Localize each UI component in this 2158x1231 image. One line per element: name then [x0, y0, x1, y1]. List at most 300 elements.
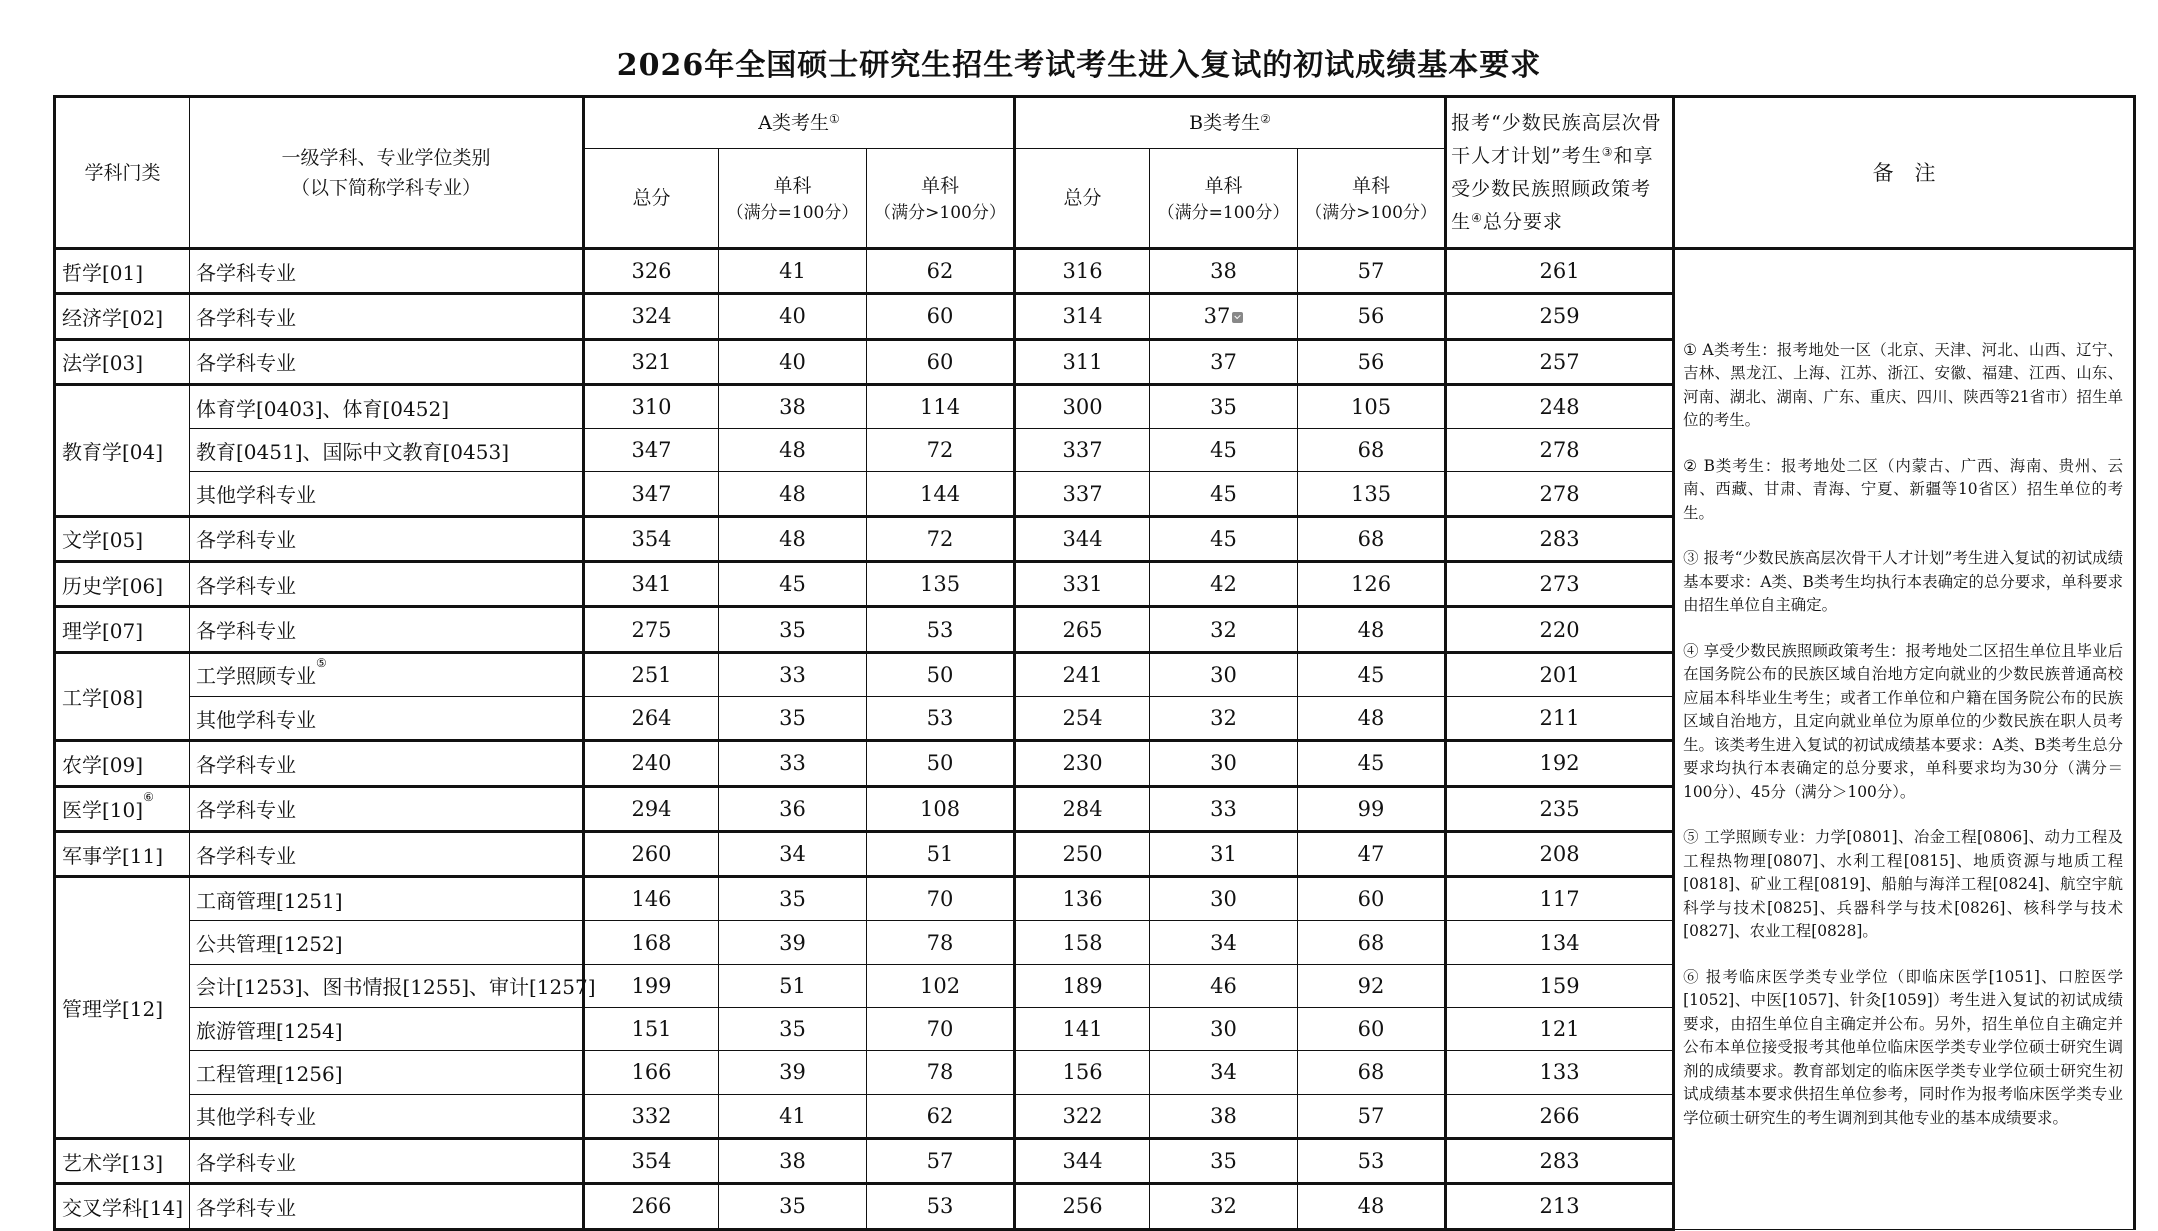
a-singlegt100-value: 78	[926, 930, 954, 955]
category-cell	[55, 516, 190, 561]
a-total-value: 294	[631, 796, 672, 821]
a-singlegt100-cell	[867, 786, 1015, 831]
category-label: 农学[09]	[62, 752, 144, 777]
minority-total-cell	[1446, 516, 1674, 561]
category-label: 哲学[01]	[62, 260, 144, 285]
subject-label: 各学科专业	[196, 573, 296, 598]
b-total-cell	[1015, 1138, 1150, 1183]
category-label: 管理学[12]	[62, 997, 164, 1022]
minority-total-cell	[1446, 429, 1674, 472]
footnote-mark-4: ④	[1471, 210, 1483, 225]
subject-cell	[190, 831, 584, 876]
subject-cell	[190, 964, 596, 1007]
category-label: 交叉学科[14]	[62, 1195, 184, 1220]
subject-label: 各学科专业	[196, 1150, 296, 1175]
b-total-cell	[1015, 877, 1150, 921]
a-singlegt100-cell	[867, 294, 1015, 339]
header-group-b-label: B类考生	[1189, 112, 1261, 134]
minority-total-cell	[1446, 964, 1674, 1007]
minority-total-value: 248	[1539, 395, 1580, 420]
subject-label: 各学科专业	[196, 752, 296, 777]
b-single100-cell	[1150, 652, 1298, 696]
b-single100-value: 30	[1210, 662, 1237, 687]
a-singlegt100-value: 62	[926, 1103, 954, 1128]
b-singlegt100-cell	[1298, 429, 1446, 472]
b-single100-cell	[1150, 1051, 1298, 1094]
b-singlegt100-cell	[1298, 652, 1446, 696]
b-singlegt100-cell	[1298, 741, 1446, 786]
b-singlegt100-cell	[1298, 964, 1446, 1007]
b-total-cell	[1015, 831, 1150, 876]
b-total-value: 337	[1062, 438, 1103, 463]
a-total-value: 347	[631, 438, 672, 463]
a-total-cell	[584, 964, 719, 1007]
a-total-cell	[584, 921, 719, 964]
category-cell	[55, 1138, 190, 1183]
minority-total-value: 257	[1539, 349, 1580, 374]
subject-label: 各学科专业	[196, 305, 296, 330]
subject-label: 各学科专业	[196, 260, 296, 285]
a-singlegt100-value: 50	[926, 751, 954, 776]
b-total-value: 141	[1062, 1017, 1103, 1042]
b-total-cell	[1015, 562, 1150, 607]
subject-label: 旅游管理[1254]	[196, 1018, 343, 1043]
subject-label: 工商管理[1251]	[196, 888, 343, 913]
b-single100-cell	[1150, 696, 1298, 740]
header-b-full-gt100: （满分>100分）	[1305, 203, 1437, 223]
b-single100-cell	[1150, 429, 1298, 472]
category-label: 法学[03]	[62, 351, 144, 376]
category-label: 军事学[11]	[62, 843, 164, 868]
a-singlegt100-cell	[867, 384, 1015, 428]
category-label: 历史学[06]	[62, 573, 164, 598]
a-total-value: 354	[631, 526, 672, 551]
a-single100-cell	[719, 786, 867, 831]
minority-total-value: 266	[1539, 1103, 1580, 1128]
b-single100-cell	[1150, 384, 1298, 428]
footnote-mark-6: ⑥	[143, 790, 154, 805]
b-singlegt100-value: 135	[1351, 481, 1392, 506]
b-single100-cell	[1150, 1008, 1298, 1051]
a-single100-value: 48	[779, 526, 806, 551]
b-single100-cell	[1150, 1138, 1298, 1183]
a-singlegt100-cell	[867, 607, 1015, 652]
header-a-single-gt100	[867, 149, 1015, 249]
b-singlegt100-value: 92	[1357, 973, 1385, 998]
b-total-value: 344	[1062, 1149, 1103, 1174]
header-a-full-gt100: （满分>100分）	[874, 203, 1006, 223]
a-single100-value: 40	[779, 304, 806, 329]
a-total-cell	[584, 1094, 719, 1138]
a-singlegt100-cell	[867, 1184, 1015, 1229]
a-single100-value: 51	[779, 973, 806, 998]
b-total-value: 156	[1062, 1060, 1103, 1085]
b-total-value: 189	[1062, 973, 1103, 998]
b-single100-cell	[1150, 294, 1298, 339]
notes-panel	[1674, 249, 2135, 1230]
b-total-cell	[1015, 294, 1150, 339]
a-total-value: 199	[631, 973, 672, 998]
a-singlegt100-cell	[867, 831, 1015, 876]
b-total-cell	[1015, 652, 1150, 696]
b-singlegt100-cell	[1298, 294, 1446, 339]
footnote-mark-2: ②	[1260, 112, 1271, 126]
header-group-a	[584, 97, 1015, 149]
header-a-single-label-2: 单科	[921, 175, 960, 197]
subject-cell	[190, 607, 584, 652]
b-singlegt100-value: 57	[1357, 1103, 1385, 1128]
b-total-cell	[1015, 429, 1150, 472]
a-single100-cell	[719, 831, 867, 876]
a-single100-value: 36	[779, 796, 806, 821]
subject-cell	[190, 921, 584, 964]
subject-cell	[190, 652, 584, 696]
b-singlegt100-value: 68	[1357, 526, 1385, 551]
minority-total-value: 261	[1539, 259, 1580, 284]
b-singlegt100-cell	[1298, 516, 1446, 561]
b-singlegt100-value: 56	[1357, 304, 1385, 329]
b-single100-cell	[1150, 921, 1298, 964]
minority-total-value: 121	[1539, 1017, 1580, 1042]
subject-label: 其他学科专业	[196, 1105, 316, 1130]
b-singlegt100-value: 53	[1357, 1149, 1385, 1174]
b-single100-cell	[1150, 741, 1298, 786]
a-total-value: 266	[631, 1194, 672, 1219]
minority-total-value: 235	[1539, 796, 1580, 821]
a-singlegt100-value: 53	[926, 617, 954, 642]
a-total-value: 146	[631, 887, 672, 912]
subject-cell	[190, 1051, 584, 1094]
minority-total-value: 278	[1539, 438, 1580, 463]
header-subject-line2: （以下简称学科专业）	[290, 176, 481, 199]
a-total-cell	[584, 384, 719, 428]
a-single100-value: 35	[779, 1194, 806, 1219]
category-cell	[55, 652, 190, 741]
a-single100-value: 45	[779, 572, 806, 597]
table-row	[55, 249, 2135, 294]
a-singlegt100-value: 108	[919, 796, 961, 821]
a-singlegt100-cell	[867, 1138, 1015, 1183]
subject-cell	[190, 1138, 584, 1183]
header-a-total: 总分	[584, 149, 719, 249]
minority-total-value: 192	[1539, 751, 1580, 776]
subject-cell	[190, 472, 584, 516]
b-single100-cell	[1150, 339, 1298, 384]
a-single100-value: 39	[779, 930, 806, 955]
a-total-value: 168	[631, 930, 672, 955]
b-single100-cell	[1150, 831, 1298, 876]
b-single100-value: 33	[1210, 796, 1237, 821]
minority-total-value: 220	[1539, 617, 1580, 642]
b-total-value: 300	[1062, 395, 1103, 420]
b-singlegt100-value: 48	[1357, 1194, 1385, 1219]
b-total-cell	[1015, 921, 1150, 964]
a-single100-cell	[719, 429, 867, 472]
b-singlegt100-value: 57	[1357, 259, 1385, 284]
a-total-cell	[584, 249, 719, 294]
b-total-cell	[1015, 1051, 1150, 1094]
score-table-container	[53, 95, 2136, 1231]
minority-total-cell	[1446, 921, 1674, 964]
b-single100-cell	[1150, 1184, 1298, 1229]
b-single100-cell	[1150, 964, 1298, 1007]
b-total-value: 265	[1062, 617, 1103, 642]
category-cell	[55, 831, 190, 876]
b-single100-value: 42	[1210, 572, 1237, 597]
b-singlegt100-cell	[1298, 696, 1446, 740]
minority-total-cell	[1446, 249, 1674, 294]
category-label: 艺术学[13]	[62, 1150, 164, 1175]
comment-marker-icon	[1232, 312, 1243, 323]
minority-total-cell	[1446, 472, 1674, 516]
a-singlegt100-value: 53	[926, 1194, 954, 1219]
category-cell	[55, 562, 190, 607]
b-singlegt100-value: 68	[1357, 930, 1385, 955]
b-single100-value: 30	[1210, 1017, 1237, 1042]
b-singlegt100-value: 47	[1357, 842, 1385, 866]
a-singlegt100-value: 70	[926, 887, 954, 912]
a-singlegt100-value: 70	[926, 1017, 954, 1042]
minority-total-value: 117	[1539, 887, 1580, 912]
a-single100-cell	[719, 696, 867, 740]
minority-total-cell	[1446, 1051, 1674, 1094]
b-single100-value: 32	[1210, 706, 1237, 731]
a-total-cell	[584, 652, 719, 696]
subject-cell	[190, 741, 584, 786]
a-total-cell	[584, 696, 719, 740]
b-total-value: 254	[1062, 706, 1103, 731]
subject-label: 其他学科专业	[196, 707, 316, 732]
b-singlegt100-value: 105	[1351, 395, 1392, 420]
a-singlegt100-value: 102	[919, 973, 961, 998]
b-singlegt100-cell	[1298, 1138, 1446, 1183]
header-a-single-label: 单科	[773, 175, 812, 197]
b-total-cell	[1015, 339, 1150, 384]
b-singlegt100-value: 126	[1351, 572, 1392, 597]
a-single100-cell	[719, 607, 867, 652]
a-total-value: 354	[631, 1149, 672, 1174]
a-singlegt100-cell	[867, 877, 1015, 921]
b-singlegt100-cell	[1298, 1094, 1446, 1138]
minority-total-value: 283	[1539, 526, 1580, 551]
a-total-cell	[584, 1184, 719, 1229]
subject-cell	[190, 786, 584, 831]
category-cell	[55, 1184, 190, 1229]
category-label: 工学[08]	[62, 685, 144, 710]
b-single100-value: 37	[1210, 349, 1237, 374]
footnote-mark-5: ⑤	[316, 656, 327, 671]
minority-total-cell	[1446, 831, 1674, 876]
minority-total-cell	[1446, 696, 1674, 740]
a-single100-cell	[719, 562, 867, 607]
b-total-value: 314	[1062, 304, 1103, 329]
minority-total-cell	[1446, 1138, 1674, 1183]
category-cell	[55, 607, 190, 652]
b-total-value: 337	[1062, 481, 1103, 506]
minority-total-cell	[1446, 741, 1674, 786]
b-singlegt100-cell	[1298, 921, 1446, 964]
subject-label: 各学科专业	[196, 351, 296, 376]
a-total-value: 240	[631, 751, 672, 776]
b-single100-cell	[1150, 607, 1298, 652]
a-single100-value: 33	[779, 751, 806, 776]
minority-total-value: 213	[1539, 1194, 1580, 1219]
subject-label: 体育学[0403]、体育[0452]	[196, 396, 450, 421]
a-total-value: 310	[631, 395, 672, 420]
b-single100-value: 30	[1210, 751, 1237, 776]
minority-total-cell	[1446, 1184, 1674, 1229]
minority-total-cell	[1446, 339, 1674, 384]
category-label: 医学[10]	[62, 798, 144, 823]
b-single100-value: 34	[1210, 930, 1237, 955]
b-singlegt100-value: 68	[1357, 1060, 1385, 1085]
b-singlegt100-value: 56	[1357, 349, 1385, 374]
subject-label: 各学科专业	[196, 528, 296, 553]
a-singlegt100-value: 144	[919, 481, 961, 506]
a-single100-cell	[719, 741, 867, 786]
b-singlegt100-cell	[1298, 249, 1446, 294]
a-singlegt100-value: 50	[926, 662, 954, 687]
subject-label: 公共管理[1252]	[196, 932, 343, 957]
subject-label: 会计[1253]、图书情报[1255]、审计[1257]	[196, 975, 596, 1000]
note-4: ④ 享受少数民族照顾政策考生：报考地处二区招生单位且毕业后在国务院公布的民族区域自治地方定向就业的少数民族普通高校应届本科毕业生考生；或者工作单位和户籍在国务院公布的民族区域自治地方，且定向就业单位为原单位的少数民族在职人员考生。该类考生进入复试的初试成绩基本要求：A类、B类考生总分要求均执行本表确定的总分要求，单科要求均为30分（满分＝100分）、45分（满分＞100分）。	[1683, 641, 2124, 801]
minority-total-cell	[1446, 652, 1674, 696]
b-singlegt100-cell	[1298, 877, 1446, 921]
a-total-value: 260	[631, 842, 672, 866]
minority-total-value: 273	[1539, 572, 1580, 597]
b-total-cell	[1015, 384, 1150, 428]
score-table-body	[55, 249, 2135, 1230]
category-label: 文学[05]	[62, 528, 144, 553]
category-label: 理学[07]	[62, 619, 144, 644]
b-single100-value: 45	[1210, 438, 1237, 463]
b-single100-cell	[1150, 516, 1298, 561]
b-single100-value: 37	[1203, 304, 1231, 329]
a-singlegt100-cell	[867, 921, 1015, 964]
a-single100-cell	[719, 1008, 867, 1051]
a-single100-cell	[719, 877, 867, 921]
a-total-value: 324	[631, 304, 672, 329]
category-cell	[55, 741, 190, 786]
subject-label: 各学科专业	[196, 619, 296, 644]
b-total-value: 256	[1062, 1194, 1103, 1219]
a-singlegt100-cell	[867, 1094, 1015, 1138]
a-total-value: 151	[631, 1017, 672, 1042]
subject-label: 其他学科专业	[196, 483, 316, 508]
footnote-mark-3: ③	[1601, 144, 1614, 159]
minority-total-cell	[1446, 607, 1674, 652]
b-singlegt100-value: 60	[1357, 887, 1385, 912]
b-singlegt100-cell	[1298, 1051, 1446, 1094]
minority-total-cell	[1446, 1008, 1674, 1051]
a-single100-cell	[719, 1094, 867, 1138]
a-total-cell	[584, 1138, 719, 1183]
a-total-value: 166	[631, 1060, 672, 1085]
b-total-value: 250	[1062, 842, 1103, 866]
minority-total-cell	[1446, 384, 1674, 428]
a-total-cell	[584, 562, 719, 607]
b-singlegt100-cell	[1298, 1008, 1446, 1051]
subject-label: 教育[0451]、国际中文教育[0453]	[196, 439, 510, 464]
header-minority-text1: 报考“少数民族高层次骨干人才计划”考生	[1451, 111, 1662, 167]
b-total-value: 311	[1062, 349, 1103, 374]
header-subject	[190, 97, 584, 249]
a-singlegt100-value: 78	[926, 1060, 954, 1085]
note-2: ② B类考生：报考地处二区（内蒙古、广西、海南、贵州、云南、西藏、甘肃、青海、宁夏、新疆等10省区）招生单位的考生。	[1683, 456, 2124, 522]
b-total-value: 241	[1062, 662, 1103, 687]
a-total-cell	[584, 786, 719, 831]
category-cell	[55, 339, 190, 384]
a-total-cell	[584, 1008, 719, 1051]
b-total-cell	[1015, 786, 1150, 831]
b-total-value: 316	[1062, 259, 1103, 284]
a-single100-cell	[719, 384, 867, 428]
b-total-cell	[1015, 249, 1150, 294]
b-single100-cell	[1150, 877, 1298, 921]
a-single100-value: 35	[779, 887, 806, 912]
a-single100-value: 35	[779, 617, 806, 642]
b-singlegt100-cell	[1298, 786, 1446, 831]
header-b-single-100	[1150, 149, 1298, 249]
minority-total-cell	[1446, 562, 1674, 607]
subject-cell	[190, 429, 584, 472]
category-label: 教育学[04]	[62, 439, 164, 464]
b-singlegt100-value: 48	[1357, 706, 1385, 731]
a-singlegt100-value: 53	[926, 706, 954, 731]
subject-label: 各学科专业	[196, 798, 296, 823]
subject-cell	[190, 294, 584, 339]
b-total-value: 284	[1062, 796, 1103, 821]
a-total-value: 264	[631, 706, 672, 731]
a-single100-cell	[719, 921, 867, 964]
a-total-value: 326	[631, 259, 672, 284]
b-total-value: 344	[1062, 526, 1103, 551]
b-single100-cell	[1150, 1094, 1298, 1138]
b-singlegt100-value: 60	[1357, 1017, 1385, 1042]
a-single100-value: 35	[779, 1017, 806, 1042]
b-total-cell	[1015, 1184, 1150, 1229]
a-single100-cell	[719, 516, 867, 561]
subject-label: 各学科专业	[196, 1195, 296, 1220]
a-singlegt100-cell	[867, 562, 1015, 607]
b-total-value: 158	[1062, 930, 1103, 955]
minority-total-value: 133	[1539, 1060, 1580, 1085]
footnote-mark-1: ①	[829, 112, 840, 126]
a-single100-cell	[719, 652, 867, 696]
a-singlegt100-value: 135	[919, 572, 961, 597]
a-total-value: 321	[631, 349, 672, 374]
header-minority-text2: 和享受少数民族照顾政策考生	[1451, 144, 1654, 233]
header-group-b	[1015, 97, 1446, 149]
subject-label: 工程管理[1256]	[196, 1061, 343, 1086]
a-singlegt100-value: 72	[926, 438, 954, 463]
subject-cell	[190, 249, 584, 294]
a-singlegt100-value: 60	[926, 304, 954, 329]
b-total-cell	[1015, 741, 1150, 786]
header-b-total: 总分	[1015, 149, 1150, 249]
note-6: ⑥ 报考临床医学类专业学位（即临床医学[1051]、口腔医学[1052]、中医[1057]、针灸[1059]）考生进入复试的初试成绩要求，由招生单位自主确定并公布。另外，招生单位自主确定并公布本单位接受报考其他单位临床医学类专业学位硕士研究生调剂的成绩要求。教育部划定的临床医学类专业学位硕士研究生初试成绩基本要求供招生单位参考，同时作为报考临床医学类专业学位硕士研究生的考生调剂到其他专业的基本成绩要求。	[1683, 967, 2124, 1127]
a-singlegt100-value: 72	[926, 526, 954, 551]
a-total-cell	[584, 339, 719, 384]
a-single100-value: 48	[779, 481, 806, 506]
a-total-cell	[584, 831, 719, 876]
b-singlegt100-value: 68	[1357, 438, 1385, 463]
header-category: 学科门类	[55, 97, 190, 249]
b-singlegt100-cell	[1298, 562, 1446, 607]
b-singlegt100-value: 45	[1357, 662, 1385, 687]
b-singlegt100-value: 99	[1357, 796, 1385, 821]
header-minority-total	[1446, 97, 1674, 249]
